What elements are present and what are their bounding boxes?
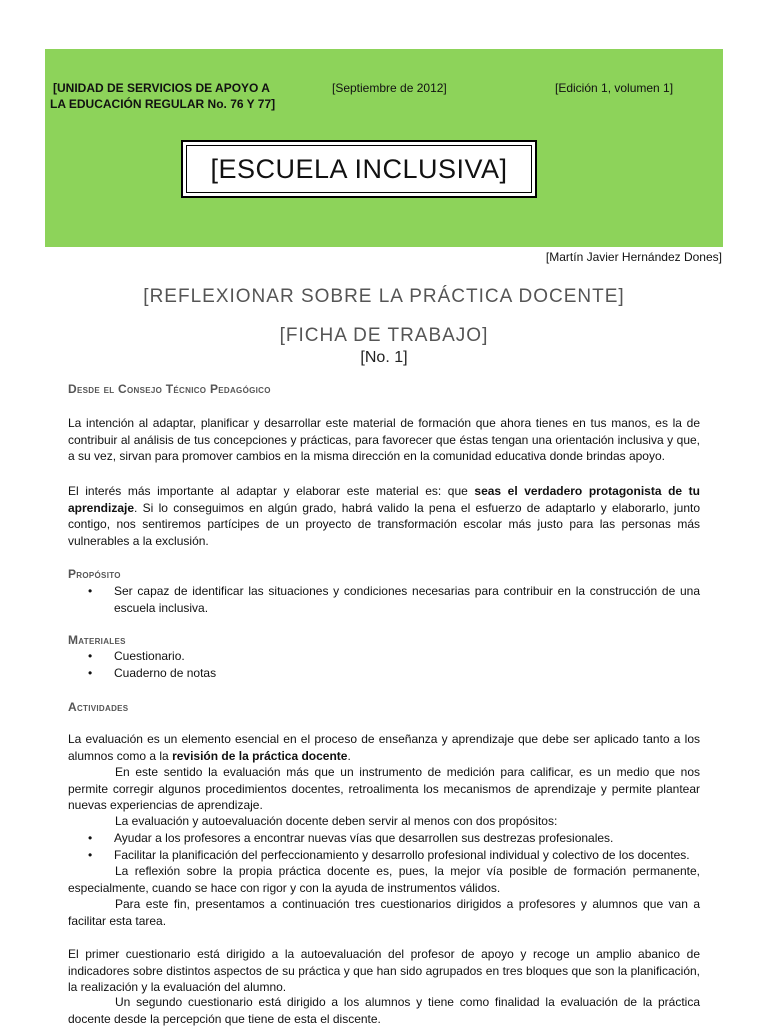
paragraph-segundo-cuestionario: Un segundo cuestionario está dirigido a los alumnos y tiene como finalidad la evaluación de la práctica docente desde la percepción que tiene de esta el discente. — [68, 995, 700, 1026]
bullet-icon: • — [88, 847, 93, 862]
paragraph-interes-text-end: . Si lo conseguimos en algún grado, habrá valido la pena el esfuerzo de adaptarlo y elaborarlo, junto contigo, nos sentiremos partícipes de un proyecto de transformación escolar más justo para las personas más vulnerables a la exclusión. — [68, 500, 700, 548]
list-item-text: Cuaderno de notas — [114, 665, 217, 680]
paragraph-evaluacion — [68, 731, 700, 764]
edition-info: [Edición 1, volumen 1] — [555, 81, 674, 95]
paragraph-interes-bold: seas el verdadero protagonista de tu aprendizaje — [68, 484, 700, 515]
unit-name-line2: LA EDUCACIÓN REGULAR No. 76 Y 77] — [50, 97, 276, 111]
paragraph-reflexion: La reflexión sobre la propia práctica docente es, pues, la mejor vía posible de formación permanente, especialmente, cuando se hace con rigor y con la ayuda de instrumentos válidos. — [68, 864, 700, 895]
list-item-text: Ser capaz de identificar las situaciones y condiciones necesarias para contribuir en la construcción de una escuela inclusiva. — [114, 584, 700, 615]
list-item — [88, 830, 700, 847]
bullet-icon: • — [88, 649, 93, 663]
title-box — [181, 140, 537, 198]
list-item — [88, 648, 700, 665]
propositos-list — [88, 830, 700, 863]
unit-name-line1: [UNIDAD DE SERVICIOS DE APOYO A — [53, 81, 270, 95]
publication-date: [Septiembre de 2012] — [332, 81, 447, 95]
document-title: [ESCUELA INCLUSIVA] — [186, 145, 532, 193]
paragraph-primer-cuestionario: El primer cuestionario está dirigido a la autoevaluación del profesor de apoyo y recoge un amplio abanico de indicadores sobre distintos aspectos de su práctica y que han sido agrupados en tres bloques que son la planificación, la realización y la evaluación del alumno. — [68, 947, 700, 995]
sheet-number: [No. 1] — [360, 349, 408, 366]
materiales-list — [88, 648, 700, 681]
paragraph-interes-text: El interés más importante al adaptar y elaborar este material es: que — [68, 484, 475, 498]
bullet-icon: • — [88, 831, 93, 845]
list-item — [88, 847, 700, 864]
section-heading-materiales: Materiales — [68, 633, 126, 647]
list-item-text: Facilitar la planificación del perfeccionamiento y desarrollo profesional individual y colectivo de los docentes. — [114, 847, 690, 862]
section-heading-actividades: Actividades — [68, 700, 129, 714]
list-item-text: Ayudar a los profesores a encontrar nuevas vías que desarrollen sus destrezas profesionales. — [114, 831, 614, 845]
paragraph-evaluacion-bold: revisión de la práctica docente — [172, 748, 348, 763]
main-heading: [REFLEXIONAR SOBRE LA PRÁCTICA DOCENTE] — [143, 286, 625, 307]
paragraph-fin: Para este fin, presentamos a continuación tres cuestionarios dirigidos a profesores y alumnos que van a facilitar esta tarea. — [68, 897, 700, 928]
paragraph-intencion: La intención al adaptar, planificar y desarrollar este material de formación que ahora tienes en tus manos, es la de contribuir al análisis de tus concepciones y prácticas, para favorecer que éstas tengan una orientación inclusiva y que, a su vez, sirvan para promover cambios en la misma dirección en la comunidad educativa donde brindas apoyo. — [68, 416, 700, 464]
author: [Martín Javier Hernández Dones] — [545, 250, 722, 264]
paragraph-propositos: La evaluación y autoevaluación docente deben servir al menos con dos propósitos: — [115, 814, 558, 828]
section-heading-consejo: Desde el Consejo Técnico Pedagógico — [68, 382, 271, 396]
unit-name — [50, 80, 275, 112]
paragraph-interes — [68, 483, 700, 549]
list-item — [88, 583, 700, 616]
header-banner — [45, 49, 723, 247]
paragraph-sentido: En este sentido la evaluación más que un instrumento de medición para calificar, es un medio que nos permite corregir algunos procedimientos docentes, retroalimenta los mecanismos de aprendizaje y permite plantear nuevas experiencias de aprendizaje. — [68, 765, 700, 813]
list-item — [88, 665, 700, 682]
section-heading-proposito: Propósito — [68, 567, 121, 581]
proposito-list — [88, 583, 700, 616]
bullet-icon: • — [88, 665, 93, 680]
sub-heading: [FICHA DE TRABAJO] — [279, 325, 489, 346]
list-item-text: Cuestionario. — [114, 649, 185, 663]
paragraph-evaluacion-text-end: . — [347, 748, 351, 763]
paragraph-evaluacion-text: La evaluación es un elemento esencial en el proceso de enseñanza y aprendizaje que debe ser aplicado tanto a los alumnos como a la — [68, 732, 700, 763]
bullet-icon: • — [88, 584, 93, 598]
